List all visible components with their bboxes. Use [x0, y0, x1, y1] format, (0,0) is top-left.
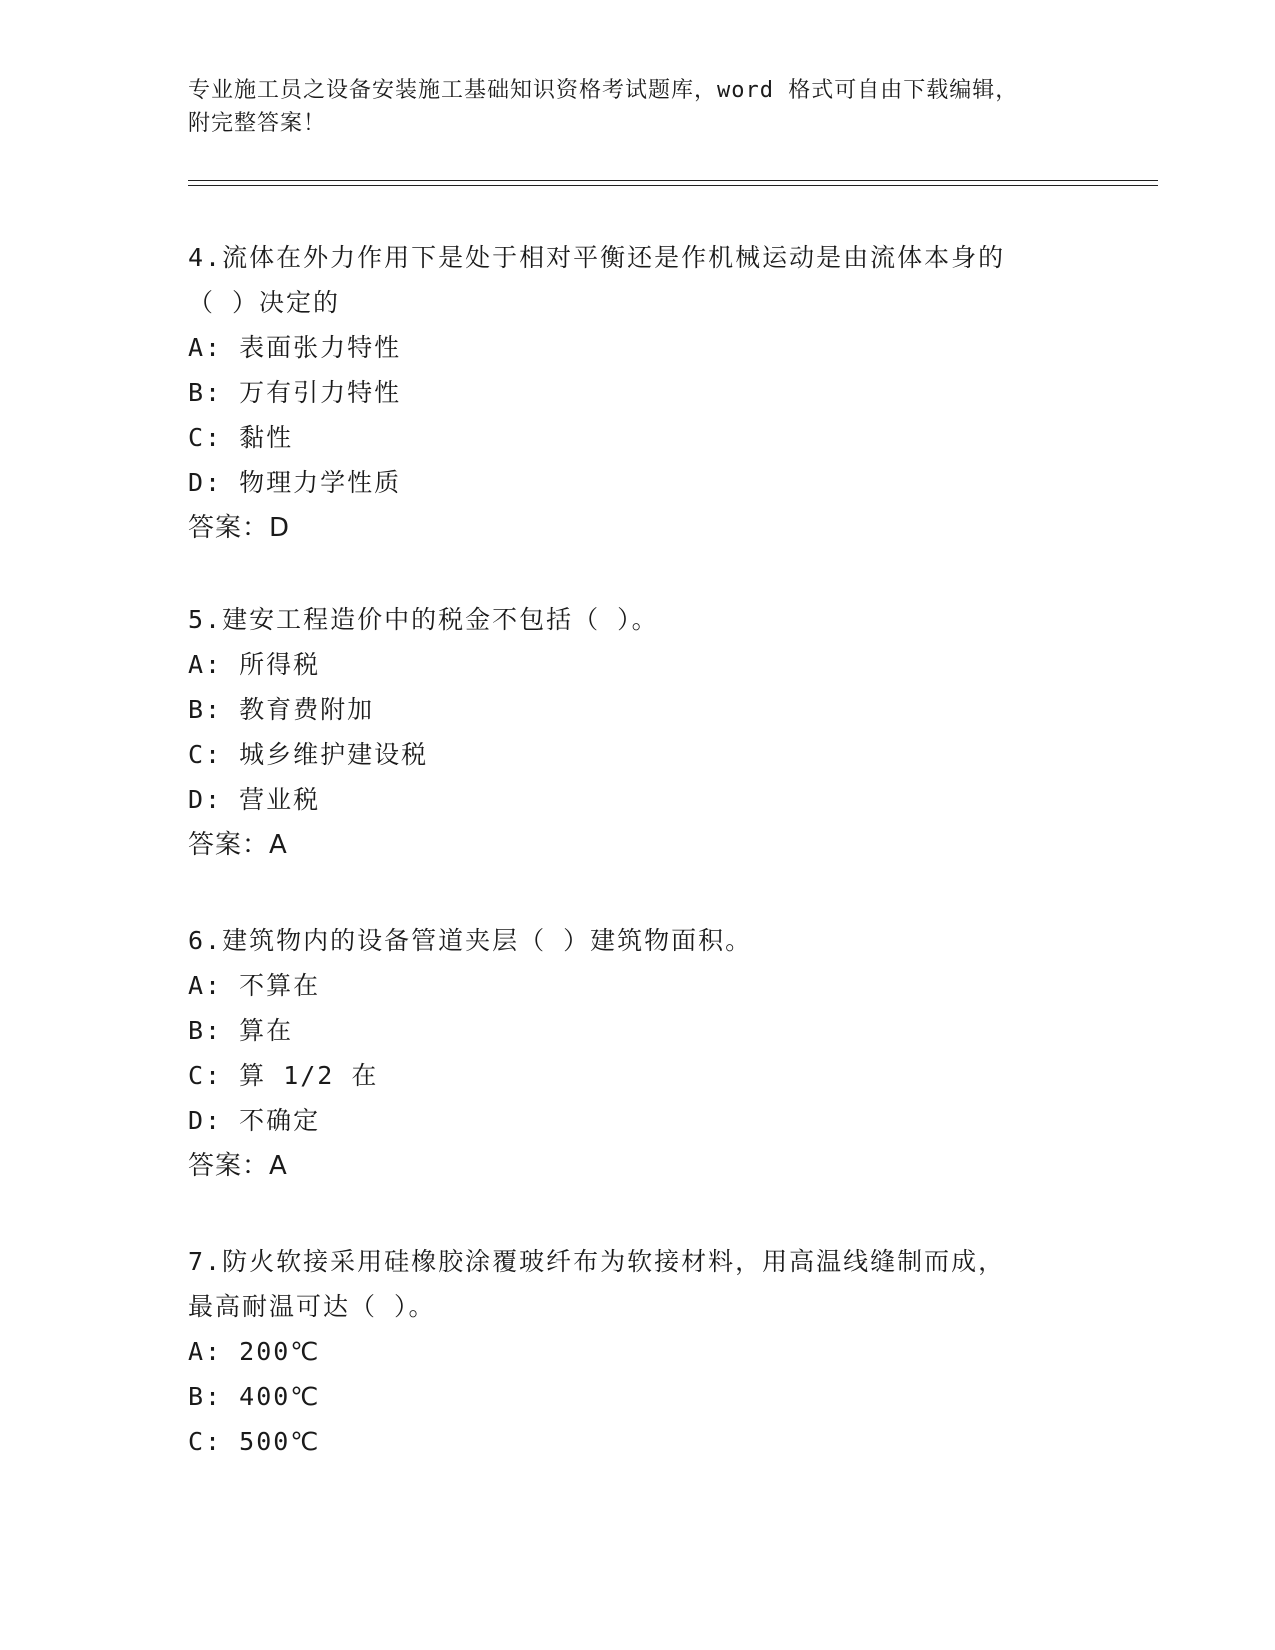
header-line-1: 专业施工员之设备安装施工基础知识资格考试题库，word 格式可自由下载编辑， — [188, 78, 1019, 103]
question-text-line-1: 5.建安工程造价中的税金不包括（ ）。 — [188, 605, 659, 634]
option-b: B: 万有引力特性 — [188, 378, 402, 407]
option-d: D: 物理力学性质 — [188, 468, 402, 497]
option-b: B: 教育费附加 — [188, 695, 375, 724]
option-c: C: 算 1/2 在 — [188, 1061, 379, 1090]
option-c: C: 黏性 — [188, 423, 294, 452]
question-4 — [188, 235, 1108, 552]
header-line-2: 附完整答案！ — [188, 111, 327, 136]
question-6 — [188, 918, 1108, 1190]
answer: 答案：D — [188, 513, 291, 543]
option-a: A: 所得税 — [188, 650, 321, 679]
answer: 答案：A — [188, 830, 288, 860]
option-b: B: 400℃ — [188, 1382, 321, 1411]
question-text-line-1: 6.建筑物内的设备管道夹层（ ）建筑物面积。 — [188, 926, 753, 955]
document-header — [188, 74, 1088, 140]
question-text-line-2: （ ）决定的 — [188, 288, 341, 317]
header-divider-top — [188, 180, 1158, 181]
option-d: D: 营业税 — [188, 785, 321, 814]
option-a: A: 200℃ — [188, 1337, 321, 1366]
option-b: B: 算在 — [188, 1016, 294, 1045]
option-c: C: 500℃ — [188, 1427, 321, 1456]
option-d: D: 不确定 — [188, 1106, 321, 1135]
option-a: A: 表面张力特性 — [188, 333, 402, 362]
question-text-line-2: 最高耐温可达（ ）。 — [188, 1292, 436, 1321]
header-divider-bottom — [188, 185, 1158, 186]
question-text-line-1: 4.流体在外力作用下是处于相对平衡还是作机械运动是由流体本身的 — [188, 243, 1006, 272]
question-text-line-1: 7.防火软接采用硅橡胶涂覆玻纤布为软接材料，用高温线缝制而成， — [188, 1247, 1006, 1276]
option-a: A: 不算在 — [188, 971, 321, 1000]
question-5 — [188, 597, 1108, 869]
answer: 答案：A — [188, 1151, 288, 1181]
question-7 — [188, 1239, 1108, 1464]
option-c: C: 城乡维护建设税 — [188, 740, 429, 769]
